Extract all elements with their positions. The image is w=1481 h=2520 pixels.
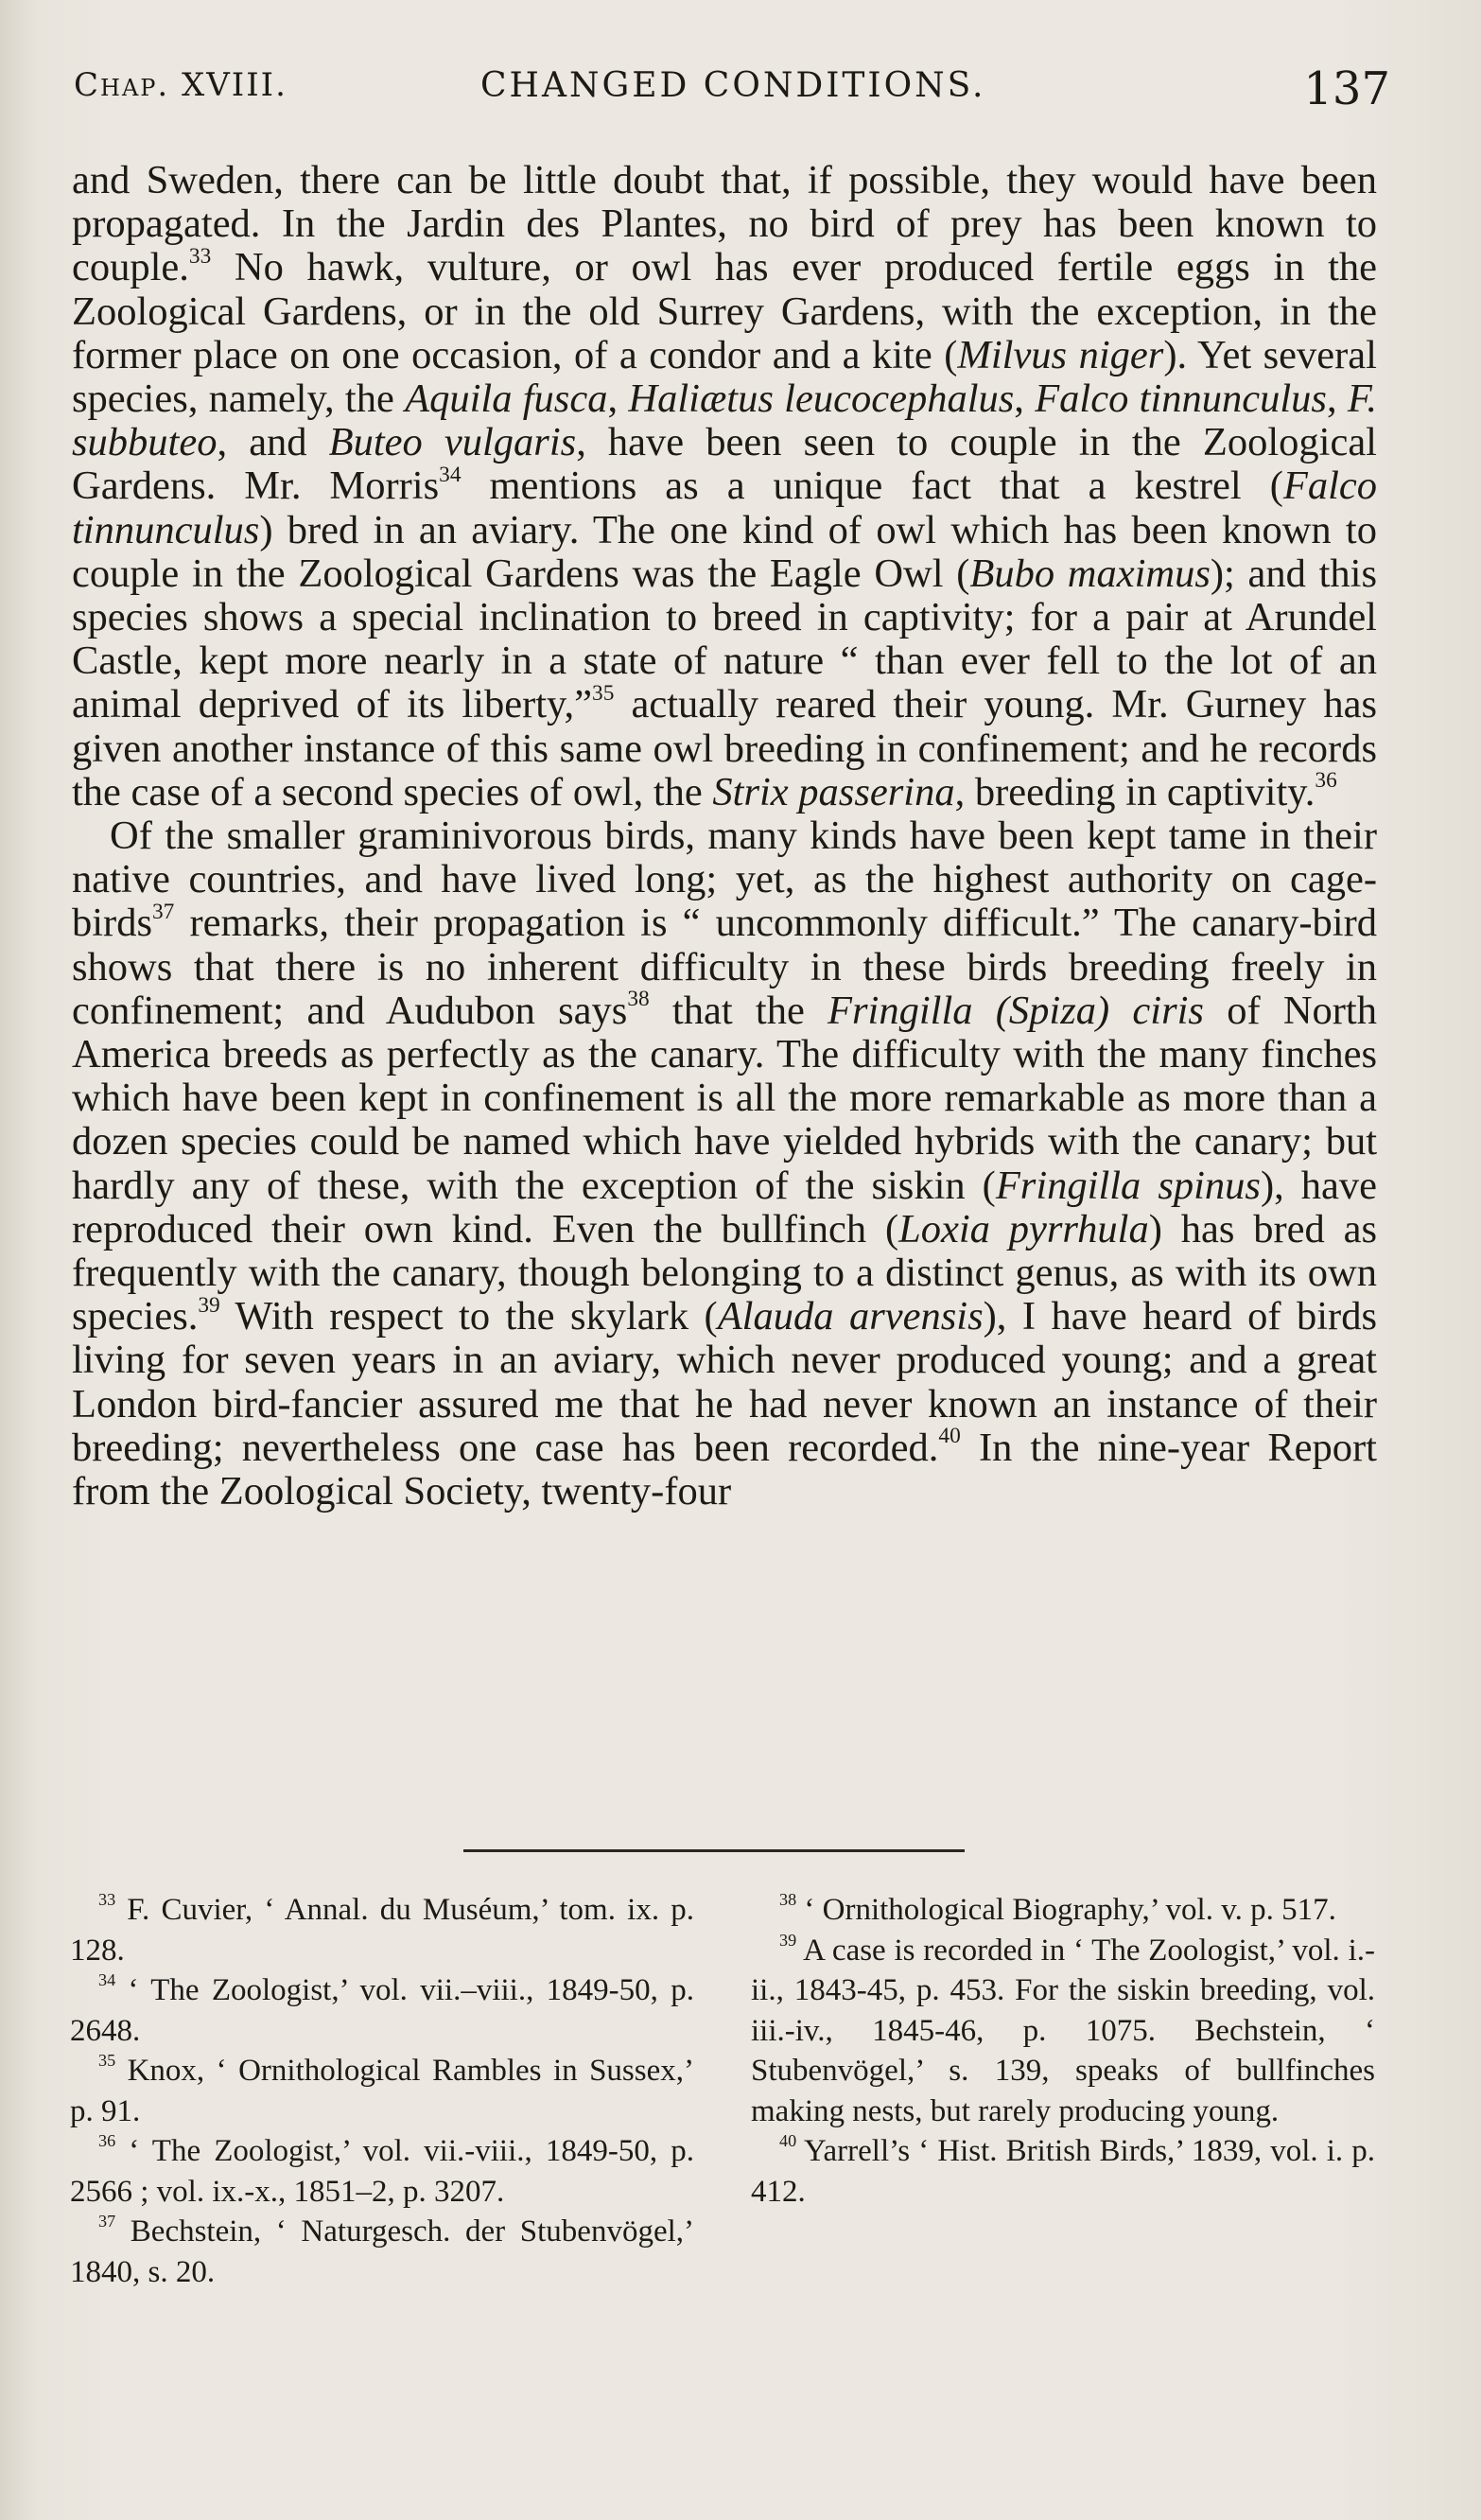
footnotes-left-column	[70, 1890, 694, 2292]
footnote-39	[751, 1931, 1375, 2132]
footnote-ref-38: 38	[627, 987, 650, 1012]
species-name: Buteo vulgaris	[328, 420, 577, 465]
footnote-number: 34	[98, 1970, 116, 1990]
footnote-number: 38	[779, 1890, 797, 1910]
species-name: Bubo maximus	[969, 551, 1211, 596]
text-run: , breeding in captivity.	[954, 769, 1315, 814]
text-run: In the nine-year Report from the Zoological Society, twenty-four	[72, 1425, 1377, 1514]
species-name: Aquila fusca	[405, 376, 608, 422]
footnote-ref-35: 35	[592, 680, 615, 706]
text-run: remarks, their propagation is “ uncommonly difficult.” The canary-bird shows that there is no inherent difficulty in these birds breeding freely in confinement; and Audubon says	[72, 901, 1377, 1033]
footnote-36	[70, 2131, 694, 2212]
running-title: CHANGED CONDITIONS.	[480, 66, 986, 105]
species-name: Alauda arvensis	[717, 1294, 984, 1339]
text-run: ,	[1326, 376, 1348, 422]
running-head	[74, 59, 1390, 125]
text-run: ) has bred as frequently with the canary, though belonging to a distinct genus, as with its own species.	[72, 1206, 1377, 1339]
chapter-label: Chap. XVIII.	[74, 66, 287, 104]
footnote-38	[751, 1890, 1375, 1931]
footnote-ref-40: 40	[938, 1424, 961, 1449]
footnote-text: Knox, ‘ Ornithological Rambles in Sussex,’ p. 91.	[70, 2054, 694, 2128]
text-run: ), I have heard of birds living for seven years in an aviary, which never produced young; and a great London bird-fancier assured me that he had never known an instance of their breeding; nevertheless one case has been recorded.	[72, 1294, 1377, 1470]
footnotes-right-column	[751, 1890, 1375, 2212]
footnote-40	[751, 2131, 1375, 2212]
text-run: No hawk, vulture, or owl has ever produced fertile eggs in the Zoological Gardens, or in the old Surrey Gardens, with the exception, in the former place on one occasion, of a condor and a kite (	[72, 245, 1377, 377]
footnote-ref-34: 34	[439, 462, 462, 487]
footnote-number: 35	[98, 2051, 116, 2071]
footnote-number: 40	[779, 2131, 797, 2151]
main-text	[72, 159, 1377, 1514]
text-run: Of the smaller graminivorous birds, many kinds have been kept tame in their native countries, and have lived long; yet, as the highest authority on cage-birds	[72, 814, 1377, 946]
species-name: Falco tinnunculus	[1035, 376, 1327, 422]
species-name: Haliætus leucocephalus	[628, 376, 1015, 422]
text-run: ), have reproduced their own kind. Even the bullfinch (	[72, 1163, 1377, 1251]
text-run: ). Yet several species, namely, the	[72, 332, 1377, 422]
footnote-37	[70, 2212, 694, 2292]
text-run: mentions as a unique fact that a kestrel (	[461, 464, 1283, 509]
text-run: , have been seen to couple in the Zoological Gardens. Mr. Morris	[72, 420, 1377, 509]
text-run: of North America breeds as perfectly as the canary. The difficulty with the many finches which have been kept in confinement is all the more remarkable as more than a dozen species could be named which have yielded hybrids with the canary; but hardly any of these, with the exception of the siskin (	[72, 988, 1377, 1208]
footnote-text: A case is recorded in ‘ The Zoologist,’ vol. i.-ii., 1843-45, p. 453. For the siskin breeding, vol. iii.-iv., 1845-46, p. 1075. Bechstein, ‘ Stubenvögel,’ s. 139, speaks of bullfinches making nests, but rarely producing young.	[751, 1933, 1375, 2128]
species-name: Loxia pyrrhula	[898, 1206, 1149, 1251]
footnote-number: 37	[98, 2212, 116, 2231]
text-run: and Sweden, there can be little doubt that, if possible, they would have been propagated. In the Jardin des Plantes, no bird of prey has been known to couple.	[72, 158, 1377, 290]
footnote-text: ‘ Ornithological Biography,’ vol. v. p. 517.	[796, 1893, 1336, 1927]
text-run: ,	[607, 376, 629, 422]
species-name: F. subbuteo	[72, 376, 1378, 465]
species-name: Fringilla (Spiza) ciris	[828, 988, 1204, 1033]
footnote-ref-36: 36	[1315, 768, 1337, 794]
footnote-text: F. Cuvier, ‘ Annal. du Muséum,’ tom. ix. p. 128.	[70, 1893, 694, 1968]
text-run: ); and this species shows a special inclination to breed in captivity; for a pair at Arundel Castle, kept more nearly in a state of nature “ than ever fell to the lot of an animal deprived of its liberty,”	[72, 551, 1378, 727]
footnote-text: ‘ The Zoologist,’ vol. vii.–viii., 1849-50, p. 2648.	[70, 1973, 694, 2048]
footnote-34	[70, 1970, 694, 2051]
footnote-text: Bechstein, ‘ Naturgesch. der Stubenvögel,’ 1840, s. 20.	[70, 2214, 694, 2289]
footnote-ref-37: 37	[152, 899, 175, 924]
text-run: ,	[1014, 376, 1036, 422]
footnote-text: Yarrell’s ‘ Hist. British Birds,’ 1839, vol. i. p. 412.	[751, 2134, 1375, 2209]
text-run: , and	[217, 420, 329, 465]
footnote-rule	[463, 1849, 965, 1852]
species-name: Milvus niger	[957, 332, 1164, 377]
species-name: Fringilla spinus	[995, 1163, 1261, 1208]
text-run: actually reared their young. Mr. Gurney has given another instance of this same owl breeding in confinement; and he records the case of a second species of owl, the	[72, 682, 1377, 814]
paragraph-2	[72, 814, 1377, 1514]
text-run: ) bred in an aviary. The one kind of owl which has been known to couple in the Zoological Gardens was the Eagle Owl (	[72, 507, 1377, 596]
species-name: Falco tinnunculus	[72, 464, 1378, 552]
footnote-ref-33: 33	[188, 243, 212, 269]
footnote-ref-39: 39	[198, 1292, 220, 1318]
footnote-number: 39	[779, 1930, 797, 1950]
page-number: 137	[1303, 62, 1390, 115]
text-run: With respect to the skylark (	[219, 1294, 718, 1339]
footnote-number: 33	[98, 1890, 116, 1910]
footnote-number: 36	[98, 2131, 116, 2151]
footnote-33	[70, 1890, 694, 1970]
species-name: Strix passerina	[712, 769, 955, 814]
text-run: that the	[649, 988, 828, 1033]
paragraph-1	[72, 159, 1377, 814]
footnote-text: ‘ The Zoologist,’ vol. vii.-viii., 1849-50, p. 2566 ; vol. ix.-x., 1851–2, p. 3207.	[70, 2134, 694, 2209]
footnote-35	[70, 2051, 694, 2131]
